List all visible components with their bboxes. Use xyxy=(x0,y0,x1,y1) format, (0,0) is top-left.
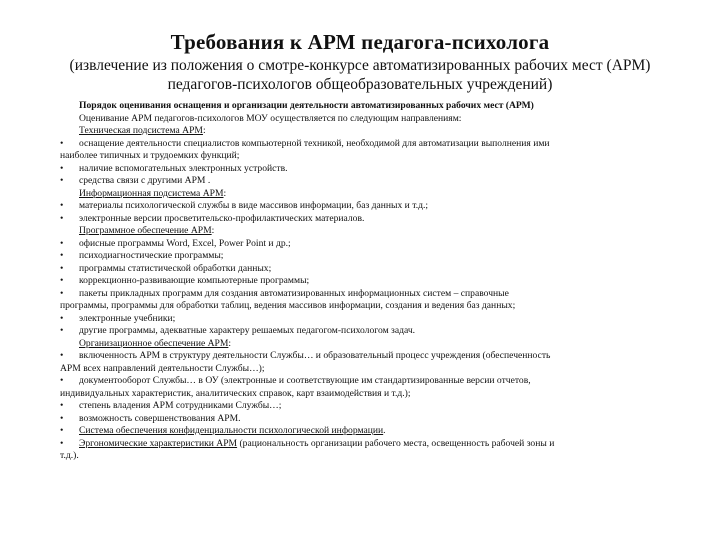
list-item xyxy=(60,175,680,188)
order-heading: Порядок оценивания оснащения и организации деятельности автоматизированных рабочих мест (АРМ) xyxy=(79,100,534,111)
bullet-icon: • xyxy=(60,200,64,211)
list-item-text: документооборот Службы… в ОУ (электронные и соответствующие им стандартизированные версии отчетов, xyxy=(79,375,531,386)
page-subtitle: (извлечение из положения о смотре-конкурсе автоматизированных рабочих мест (АРМ) педагогов-психологов общеобразовательных учреждений) xyxy=(69,57,651,93)
list-item xyxy=(60,263,680,276)
list-item-continuation: программы, программы для обработки таблиц, ведения массивов информации, создания и ведения баз данных; xyxy=(60,300,516,311)
list-item xyxy=(60,200,680,213)
org-heading-text: Организационное обеспечение АРМ xyxy=(79,337,229,349)
list-item-text: материалы психологической службы в виде массивов информации, баз данных и т.д.; xyxy=(79,200,429,211)
bullet-icon: • xyxy=(60,137,64,149)
list-item-text: (рациональность организации рабочего места, освещенность рабочей зоны и xyxy=(237,437,555,449)
list-item-text: включенность АРМ в структуру деятельности Службы… и образовательный процесс учреждения (обеспеченность xyxy=(79,350,551,361)
list-item xyxy=(60,275,680,288)
bullet-icon: • xyxy=(60,237,64,249)
page-title: Требования к АРМ педагога-психолога xyxy=(170,30,550,54)
list-item-text: наличие вспомогательных электронных устройств. xyxy=(79,162,288,174)
list-item xyxy=(60,413,680,426)
list-item xyxy=(60,238,680,251)
bullet-icon: • xyxy=(60,287,64,299)
list-item-text: электронные версии просветительско-профилактических материалов. xyxy=(79,212,365,224)
list-item-text: оснащение деятельности специалистов компьютерной техникой, необходимой для автоматизации выполнения ими xyxy=(79,137,550,149)
bullet-icon: • xyxy=(60,275,64,286)
tech-heading-suffix: : xyxy=(202,125,206,136)
list-item-text: возможность совершенствования АРМ. xyxy=(79,412,241,424)
soft-heading-suffix: : xyxy=(211,225,215,236)
list-item-continuation: наиболее типичных и трудоемких функций; xyxy=(60,150,240,161)
list-item xyxy=(60,400,680,413)
section-heading-info xyxy=(60,188,680,201)
list-item-text: офисные программы Word, Excel, Power Point и др.; xyxy=(79,237,291,249)
bullet-icon: • xyxy=(60,412,64,424)
list-item-heading: Эргономические характеристики АРМ xyxy=(79,437,238,449)
bullet-icon: • xyxy=(60,312,64,324)
list-item xyxy=(60,325,680,338)
bullet-icon: • xyxy=(60,425,64,436)
list-item-text: степень владения АРМ сотрудниками Службы…; xyxy=(79,400,282,411)
list-item-continuation: АРМ всех направлений деятельности Службы…); xyxy=(60,362,265,374)
list-item-continuation: индивидуальных характеристик, аналитических справок, карт взаимодействия и т.д.); xyxy=(60,387,411,399)
list-item xyxy=(60,375,680,388)
list-item-text: программы статистической обработки данных; xyxy=(79,262,272,274)
list-item-text: психодиагностические программы; xyxy=(79,250,224,261)
order-text: Оценивание АРМ педагогов-психологов МОУ осуществляется по следующим направлениям: xyxy=(79,112,462,124)
soft-heading-text: Программное обеспечение АРМ xyxy=(79,225,212,236)
bullet-icon: • xyxy=(60,437,64,449)
list-item xyxy=(60,438,680,451)
list-item xyxy=(60,163,680,176)
list-item xyxy=(60,425,680,438)
bullet-icon: • xyxy=(60,350,64,361)
section-heading-tech xyxy=(60,125,680,138)
section-heading-soft xyxy=(60,225,680,238)
list-item xyxy=(60,250,680,263)
section-heading-org xyxy=(60,338,680,351)
bullet-icon: • xyxy=(60,262,64,274)
list-item xyxy=(60,350,680,363)
list-item-text: электронные учебники; xyxy=(79,312,176,324)
list-item-text: пакеты прикладных программ для создания автоматизированных информационных систем – справочные xyxy=(79,287,509,299)
list-item-text: Система обеспечения конфиденциальности психологической информации xyxy=(79,425,384,436)
bullet-icon: • xyxy=(60,175,64,186)
bullet-icon: • xyxy=(60,325,64,336)
bullet-icon: • xyxy=(60,162,64,174)
bullet-icon: • xyxy=(60,375,64,386)
list-item-text: средства связи с другими АРМ . xyxy=(79,175,211,186)
tech-heading-text: Техническая подсистема АРМ xyxy=(79,125,203,136)
bullet-icon: • xyxy=(60,400,64,411)
list-item-suffix: . xyxy=(383,425,386,436)
bullet-icon: • xyxy=(60,250,64,261)
list-item xyxy=(60,138,680,151)
org-heading-suffix: : xyxy=(228,337,232,349)
list-item xyxy=(60,313,680,326)
list-item-text: другие программы, адекватные характеру решаемых педагогом-психологом задач. xyxy=(79,325,416,336)
bullet-icon: • xyxy=(60,212,64,224)
list-item-continuation: т.д.). xyxy=(60,450,79,461)
list-item xyxy=(60,213,680,226)
list-item xyxy=(60,288,680,301)
info-heading-text: Информационная подсистема АРМ xyxy=(79,187,224,199)
document-body xyxy=(60,100,680,463)
info-heading-suffix: : xyxy=(223,187,227,199)
list-item-text: коррекционно-развивающие компьютерные программы; xyxy=(79,275,310,286)
